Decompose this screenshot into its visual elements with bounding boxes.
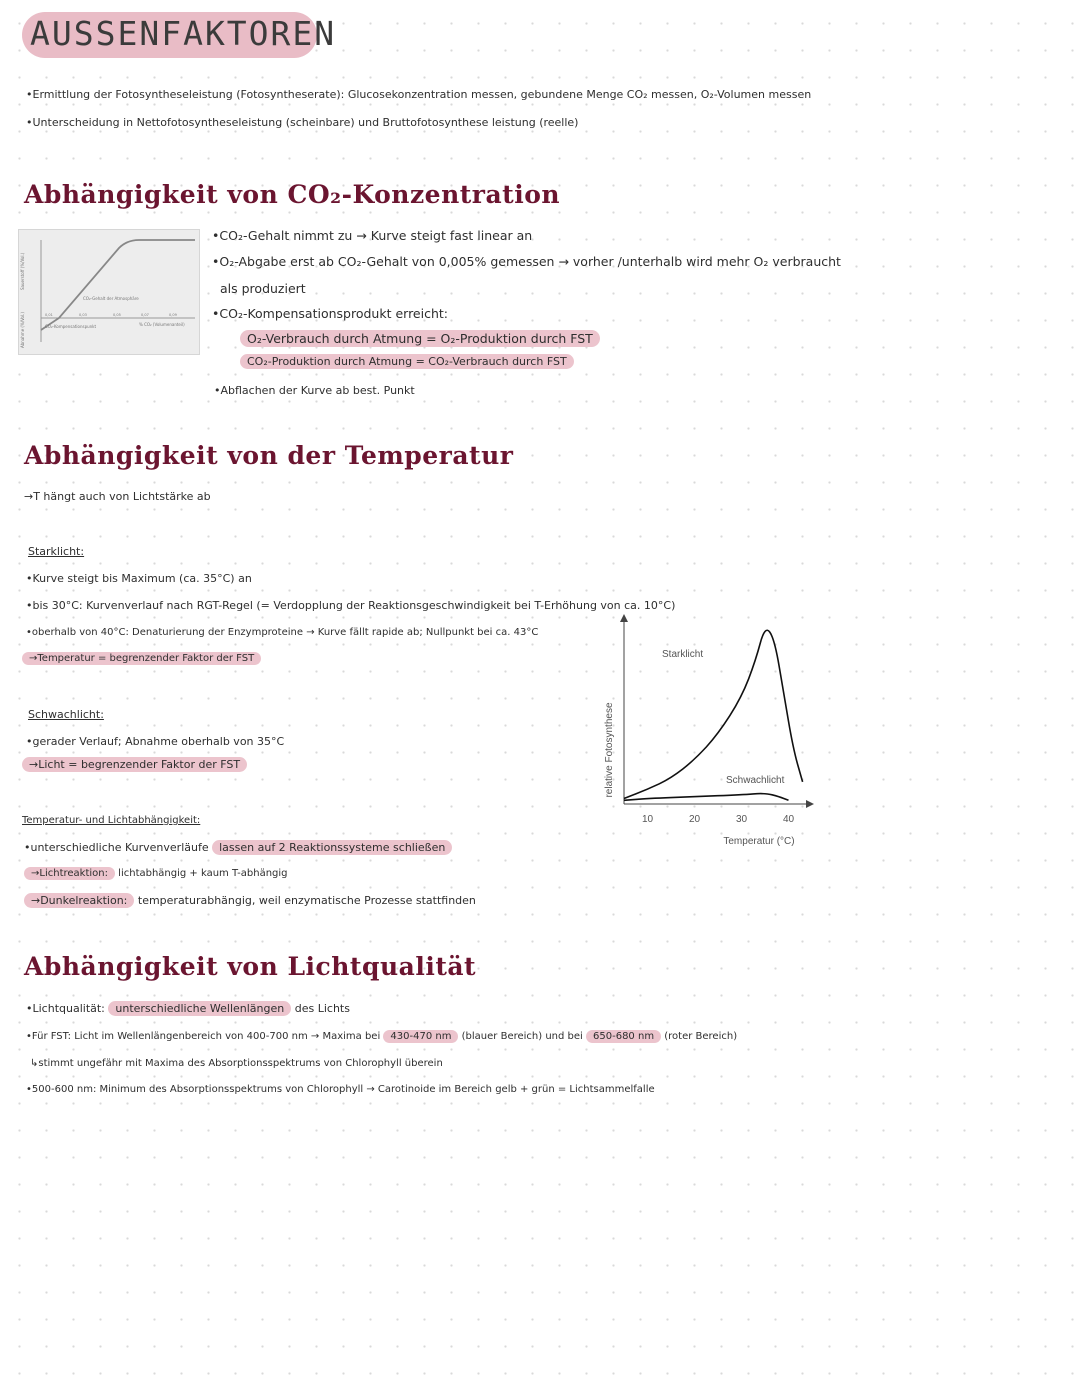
co2-tick-1: 0,01 [45,313,53,317]
co2-ylabel-top: Sauerstoff (%/Vol.) [20,252,25,290]
quality-line-1-highlight: unterschiedliche Wellenlängen [108,1001,291,1016]
co2-highlight-1: O₂-Verbrauch durch Atmung = O₂-Produktion durch FST [240,330,600,347]
quality-line-4: •500-600 nm: Minimum des Absorptionsspektrums von Chlorophyll → Carotinoide im Bereich gelb + grün = Lichtsammelfalle [26,1084,655,1095]
dependency-line-text: •unterschiedliche Kurvenverläufe [24,841,209,854]
co2-note-2: CO₂-Kompensationspunkt [45,324,97,329]
co2-last-line: •Abflachen der Kurve ab best. Punkt [214,384,415,397]
page-title: AUSSENFAKTOREN [30,14,337,53]
x-tick-label: 30 [735,814,748,825]
quality-line-2-highlight-2: 650-680 nm [586,1030,661,1043]
strong-line-3: •oberhalb von 40°C: Denaturierung der Enzymproteine → Kurve fällt rapide ab; Nullpunkt bei ca. 43°C [26,627,539,638]
co2-note-1: CO₂-Gehalt der Atmosphäre [83,296,139,301]
chart-ylabel: relative Fotosynthese [604,702,615,798]
co2-chart-thumbnail [18,229,200,355]
co2-tick-5: 0,09 [169,313,177,317]
light-reaction-highlight: →Lichtreaktion: [24,867,115,880]
intro-line-2: •Unterscheidung in Nettofotosyntheseleistung (scheinbare) und Bruttofotosynthese leistung (reelle) [26,116,579,129]
quality-line-2-post: (roter Bereich) [664,1031,738,1042]
quality-line-3: ↳stimmt ungefähr mit Maxima des Absorptionsspektrums von Chlorophyll überein [30,1058,443,1069]
co2-line-2: •O₂-Abgabe erst ab CO₂-Gehalt von 0,005% gemessen → vorher /unterhalb wird mehr O₂ verbraucht [212,254,841,269]
co2-xlabel: % CO₂ (Volumenanteil) [139,322,185,327]
strong-light-label: Starklicht: [28,545,85,558]
temperature-chart [600,610,830,850]
quality-line-2-mid: (blauer Bereich) und bei [461,1031,583,1042]
dark-reaction-text: temperaturabhängig, weil enzymatische Prozesse stattfinden [137,894,476,907]
strong-line-1: •Kurve steigt bis Maximum (ca. 35°C) an [26,572,252,585]
quality-line-1-pre: •Lichtqualität: [26,1002,105,1015]
chart-y-arrow [620,614,628,622]
weak-line-2: →Licht = begrenzender Faktor der FST [22,757,247,772]
strong-line-4: →Temperatur = begrenzender Faktor der FST [22,652,261,665]
co2-highlight-2: CO₂-Produktion durch Atmung = CO₂-Verbrauch durch FST [240,354,574,369]
label-starklicht: Starklicht [662,649,704,660]
x-tick-label: 10 [641,814,654,825]
co2-tick-2: 0,03 [79,313,87,317]
temperature-chart-svg [600,610,830,850]
quality-line-1-post: des Lichts [294,1002,350,1015]
label-schwachlicht: Schwachlicht [726,775,785,786]
co2-tick-3: 0,05 [113,313,121,317]
strong-line-2: •bis 30°C: Kurvenverlauf nach RGT-Regel (= Verdopplung der Reaktionsgeschwindigkeit bei T-Erhöhung von ca. 10°C) [26,599,676,612]
heading-co2: Abhängigkeit von CO₂-Konzentration [24,180,561,209]
co2-chart-svg [19,230,199,354]
dependency-line-highlight: lassen auf 2 Reaktionssysteme schließen [212,840,452,855]
quality-line-2-pre: •Für FST: Licht im Wellenlängenbereich von 400-700 nm → Maxima bei [26,1031,381,1042]
quality-line-2-highlight-1: 430-470 nm [383,1030,458,1043]
light-reaction-text: lichtabhängig + kaum T-abhängig [118,868,288,879]
weak-light-label: Schwachlicht: [28,708,104,721]
co2-line-4: •CO₂-Kompensationsprodukt erreicht: [212,306,448,321]
co2-tick-4: 0,07 [141,313,149,317]
co2-line-3: als produziert [220,281,306,296]
dependency-label: Temperatur- und Lichtabhängigkeit: [22,815,201,826]
chart-x-arrow [806,800,814,808]
weak-line-1: •gerader Verlauf; Abnahme oberhalb von 35°C [26,735,285,748]
series-line-starklicht [624,630,803,798]
chart-xlabel: Temperatur (°C) [723,836,795,847]
dark-reaction-highlight: →Dunkelreaktion: [24,893,134,908]
intro-line-1: •Ermittlung der Fotosyntheseleistung (Fotosyntheserate): Glucosekonzentration messen, gebundene Menge CO₂ messen, O₂-Volumen messen [26,88,812,101]
heading-light-quality: Abhängigkeit von Lichtqualität [24,952,477,981]
heading-temperature: Abhängigkeit von der Temperatur [24,441,514,470]
co2-line-1: •CO₂-Gehalt nimmt zu → Kurve steigt fast linear an [212,228,533,243]
x-tick-label: 40 [782,814,795,825]
co2-ylabel-bottom: Abnahme (%/Vol.) [20,312,25,348]
temp-sub: →T hängt auch von Lichtstärke ab [24,490,211,503]
series-line-schwachlicht [624,794,789,801]
x-tick-label: 20 [688,814,701,825]
